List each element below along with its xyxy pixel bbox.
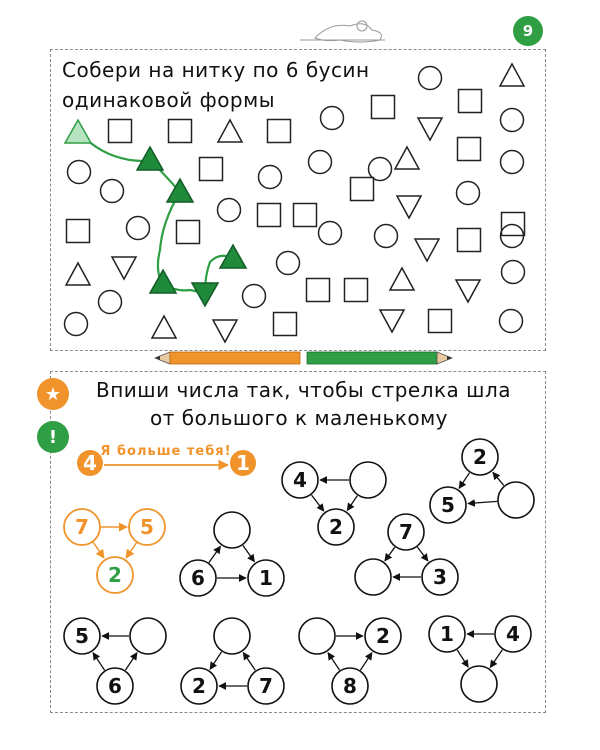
puzzle-arrow	[385, 547, 395, 561]
triangle-bead	[500, 64, 524, 86]
puzzle-arrow	[328, 653, 340, 670]
puzzle-arrow	[209, 546, 220, 562]
square-bead	[109, 120, 132, 143]
square-bead	[458, 229, 481, 252]
empty-answer-circle[interactable]	[214, 512, 250, 548]
circle-bead	[218, 199, 241, 222]
triangle-bead-down	[213, 320, 237, 342]
triangle-bead	[390, 268, 414, 290]
square-bead	[200, 158, 223, 181]
task2-instruction-line1: Впиши числа так, чтобы стрелка шла	[96, 378, 512, 402]
puzzle-5	[64, 618, 166, 704]
square-bead	[169, 120, 192, 143]
triangle-bead-down	[456, 280, 480, 302]
example-label: Я больше тебя!	[100, 444, 232, 459]
square-bead	[258, 204, 281, 227]
circle-bead	[309, 151, 332, 174]
puzzle-arrow	[360, 653, 372, 670]
triangle-bead	[66, 263, 90, 285]
empty-answer-circle[interactable]	[355, 559, 391, 595]
square-bead	[372, 96, 395, 119]
puzzle-arrow	[125, 653, 137, 670]
circle-bead	[99, 291, 122, 314]
puzzle-arrow	[243, 653, 255, 671]
puzzle-arrow	[468, 501, 497, 503]
square-bead	[268, 120, 291, 143]
circle-bead	[321, 107, 344, 130]
circle-bead	[243, 285, 266, 308]
puzzle-number: 3	[433, 565, 447, 589]
task2-instruction-line2: от большого к маленькому	[150, 406, 448, 430]
mouse-drawing-icon	[300, 21, 385, 42]
triangle-bead-down	[418, 118, 442, 140]
puzzle-arrow	[210, 652, 222, 669]
square-bead	[294, 204, 317, 227]
circle-bead	[65, 313, 88, 336]
square-bead	[458, 138, 481, 161]
puzzle-number: 2	[473, 445, 487, 469]
puzzle-3	[180, 512, 284, 596]
puzzle-number: 2	[376, 624, 390, 648]
puzzle-arrow	[312, 495, 324, 511]
puzzle-2	[430, 439, 534, 523]
example-right-number: 1	[236, 451, 250, 475]
circle-bead	[277, 252, 300, 275]
puzzle-number: 5	[75, 624, 89, 648]
circle-bead	[68, 161, 91, 184]
pencil-icon	[155, 352, 452, 364]
example-triangle	[64, 509, 165, 593]
circle-bead	[419, 67, 442, 90]
triangle-bead	[218, 120, 242, 142]
puzzle-number: 4	[506, 622, 520, 646]
strung-bead	[192, 283, 218, 306]
puzzle-8	[429, 616, 531, 702]
circle-bead	[501, 109, 524, 132]
exclamation-icon: !	[37, 421, 69, 453]
puzzle-arrow	[93, 653, 105, 670]
puzzle-number: 7	[259, 674, 273, 698]
empty-answer-circle[interactable]	[214, 618, 250, 654]
square-bead	[351, 178, 374, 201]
empty-answer-circle[interactable]	[461, 666, 497, 702]
circle-bead	[375, 225, 398, 248]
puzzle-number: 6	[108, 674, 122, 698]
example-left-number: 4	[83, 451, 97, 475]
number-puzzles	[64, 439, 534, 704]
circle-bead	[500, 310, 523, 333]
empty-answer-circle[interactable]	[350, 462, 386, 498]
puzzle-arrow	[459, 473, 469, 489]
strung-bead-start	[65, 120, 91, 143]
triangle-bead-down	[415, 239, 439, 261]
puzzle-number: 8	[343, 674, 357, 698]
circle-bead	[502, 261, 525, 284]
puzzle-number: 1	[440, 622, 454, 646]
strung-bead	[137, 147, 163, 170]
puzzle-number: 6	[191, 566, 205, 590]
puzzle-arrow	[457, 650, 468, 667]
strung-bead	[150, 270, 176, 293]
puzzle-number: 4	[293, 468, 307, 492]
triangle-bead	[395, 147, 419, 169]
puzzle-arrow	[417, 547, 427, 561]
square-bead	[459, 90, 482, 113]
puzzle-number: 5	[441, 493, 455, 517]
puzzle-number: 2	[192, 674, 206, 698]
circle-bead	[319, 222, 342, 245]
puzzle-arrow	[243, 546, 254, 562]
square-bead	[177, 221, 200, 244]
task1-instruction-line1: Собери на нитку по 6 бусин	[62, 58, 370, 82]
empty-answer-circle[interactable]	[130, 618, 166, 654]
puzzle-arrow	[493, 472, 504, 485]
circle-bead	[457, 182, 480, 205]
square-bead	[67, 220, 90, 243]
star-icon: ★	[37, 378, 69, 410]
example-tri-a: 7	[75, 515, 89, 539]
square-bead	[307, 279, 330, 302]
puzzle-number: 2	[329, 515, 343, 539]
puzzle-1	[282, 462, 386, 545]
example-tri-c: 2	[108, 563, 122, 587]
page-number: 9	[513, 16, 543, 46]
triangle-bead-down	[397, 196, 421, 218]
puzzle-6	[181, 618, 284, 704]
puzzle-number: 1	[259, 566, 273, 590]
triangle-bead	[152, 316, 176, 338]
triangle-bead-down	[112, 257, 136, 279]
puzzle-number: 7	[399, 520, 413, 544]
puzzle-7	[299, 618, 401, 704]
square-bead	[274, 313, 297, 336]
puzzle-arrow	[490, 650, 502, 668]
triangle-bead-down	[380, 310, 404, 332]
task1-instruction-line2: одинаковой формы	[62, 88, 275, 112]
circle-bead	[259, 166, 282, 189]
square-bead	[345, 279, 368, 302]
circle-bead	[501, 151, 524, 174]
empty-answer-circle[interactable]	[498, 482, 534, 518]
empty-answer-circle[interactable]	[299, 618, 335, 654]
square-bead	[429, 310, 452, 333]
puzzle-4	[355, 514, 458, 595]
example-tri-b: 5	[140, 515, 154, 539]
circle-bead	[101, 180, 124, 203]
circle-bead	[127, 217, 150, 240]
puzzle-arrow	[347, 496, 357, 511]
example-arrow	[77, 444, 256, 476]
